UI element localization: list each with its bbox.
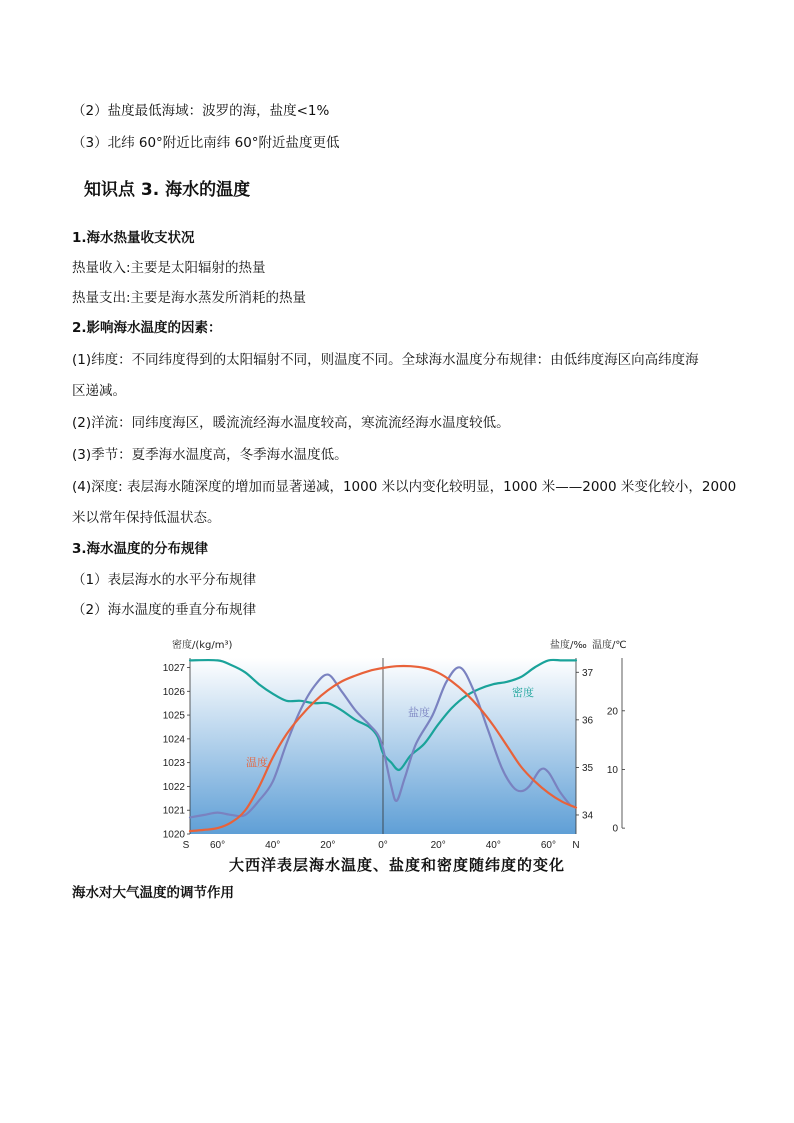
text-heat-income: 热量收入:主要是太阳辐射的热量	[72, 260, 266, 276]
x-tick-label: 20°	[430, 840, 446, 851]
left-tick-label: 1021	[162, 805, 185, 817]
left-tick-label: 1025	[162, 710, 185, 722]
x-tick-label: 60°	[210, 840, 226, 851]
x-tick-label: 0°	[378, 840, 388, 851]
section-heading-ocean-temperature: 知识点 3. 海水的温度	[84, 180, 251, 200]
salinity-tick-label: 37	[582, 667, 594, 679]
text-heat-expense: 热量支出:主要是海水蒸发所消耗的热量	[72, 290, 307, 306]
salinity-tick-label: 34	[582, 810, 594, 822]
temperature-tick-label: 10	[606, 764, 618, 776]
text-line-salinity-north-south: （3）北纬 60°附近比南纬 60°附近盐度更低	[72, 135, 340, 151]
text-factor-latitude-a: (1)纬度：不同纬度得到的太阳辐射不同，则温度不同。全球海水温度分布规律：由低纬度海区向高纬度海	[72, 352, 699, 368]
x-tick-label: 60°	[540, 840, 556, 851]
density-series-label: 密度	[512, 686, 534, 699]
salinity-axis-label: 盐度/‰	[550, 640, 587, 651]
temperature-axis-label: 温度/℃	[592, 640, 627, 651]
subheading-factors: 2.影响海水温度的因素：	[72, 320, 222, 336]
text-horizontal-distribution: （1）表层海水的水平分布规律	[72, 572, 257, 588]
x-tick-label: N	[572, 840, 580, 851]
text-factor-latitude-b: 区递减。	[72, 383, 126, 399]
text-factor-season: (3)季节：夏季海水温度高，冬季海水温度低。	[72, 447, 348, 463]
text-factor-currents: (2)洋流：同纬度海区，暖流流经海水温度较高，寒流流经海水温度较低。	[72, 415, 510, 431]
left-tick-label: 1027	[162, 663, 185, 675]
figure-caption: 大西洋表层海水温度、盐度和密度随纬度的变化	[228, 856, 565, 874]
atlantic-chart	[146, 628, 648, 854]
temperature-series-label: 温度	[246, 756, 268, 769]
subheading-distribution: 3.海水温度的分布规律	[72, 541, 209, 557]
temperature-tick-label: 0	[612, 823, 618, 835]
text-factor-depth-b: 米以常年保持低温状态。	[72, 510, 221, 526]
left-tick-label: 1023	[162, 758, 185, 770]
left-axis-label: 密度/(kg/m³)	[172, 640, 233, 651]
x-tick-label: 40°	[485, 840, 501, 851]
salinity-tick-label: 36	[582, 715, 594, 727]
left-tick-label: 1026	[162, 686, 185, 698]
left-tick-label: 1024	[162, 734, 185, 746]
atlantic-chart-figure	[146, 628, 648, 874]
salinity-tick-label: 35	[582, 762, 594, 774]
left-tick-label: 1022	[162, 781, 185, 793]
temperature-tick-label: 20	[606, 706, 618, 718]
text-vertical-distribution: （2）海水温度的垂直分布规律	[72, 602, 257, 618]
x-tick-label: 40°	[265, 840, 281, 851]
salinity-series-label: 盐度	[408, 706, 430, 719]
text-factor-depth-a: (4)深度: 表层海水随深度的增加而显著递减，1000 米以内变化较明显，1000 米——2000 米变化较小，2000	[72, 479, 737, 495]
subheading-regulation: 海水对大气温度的调节作用	[72, 885, 234, 901]
text-line-salinity-lowest: （2）盐度最低海域：波罗的海，盐度<1%	[72, 103, 330, 119]
left-tick-label: 1020	[162, 829, 185, 841]
x-tick-label: S	[182, 840, 190, 851]
subheading-heat-budget: 1.海水热量收支状况	[72, 230, 195, 246]
x-tick-label: 20°	[320, 840, 336, 851]
